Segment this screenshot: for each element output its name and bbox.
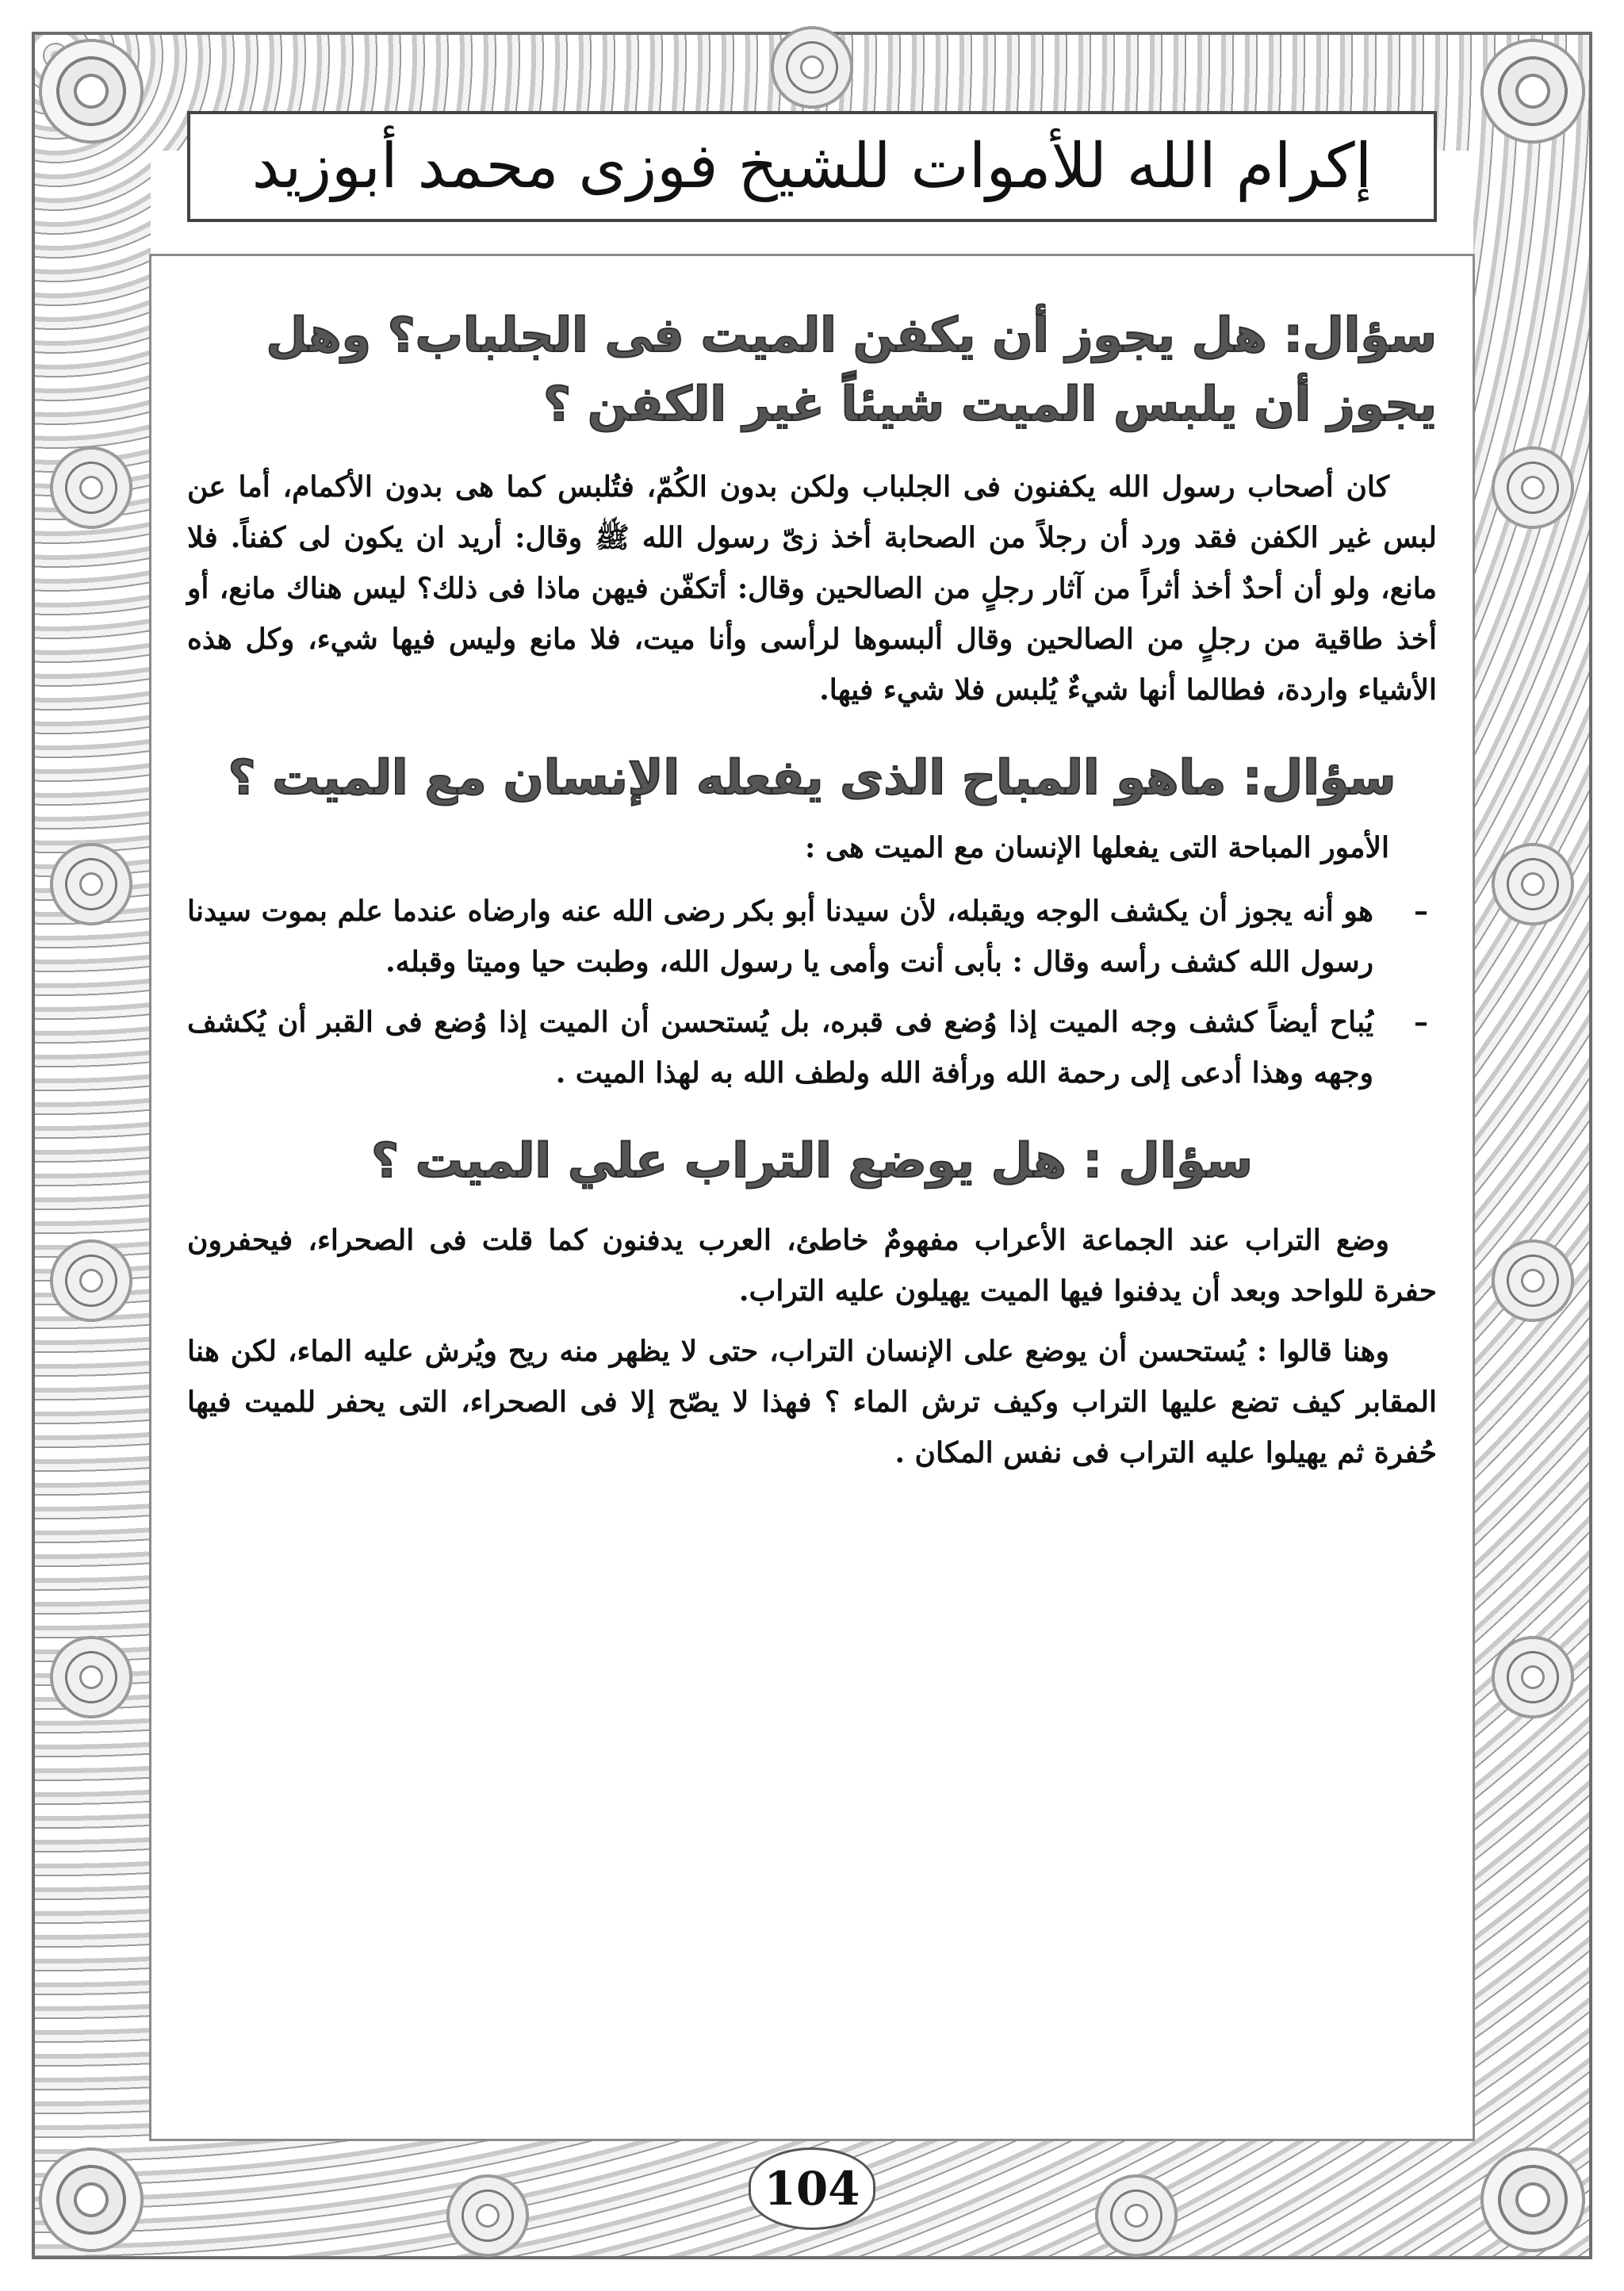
question-heading-1: سؤال: هل يجوز أن يكفن الميت فى الجلباب؟ وهل يجوز أن يلبس الميت شيئاً غير الكفن ؟ (266, 308, 1437, 432)
side-ornament-right-2 (1489, 841, 1576, 928)
header-banner (187, 111, 1437, 222)
list-item (187, 997, 1437, 1098)
list-intro: الأمور المباحة التى يفعلها الإنسان مع الميت هى : (805, 831, 1389, 865)
side-ornament-right-3 (1489, 1237, 1576, 1324)
page-content (187, 301, 1437, 2094)
list-item-text: يُباح أيضاً كشف وجه الميت إذا وُضع فى قبره، بل يُستحسن أن الميت إذا وُضع فى القبر أن يُكشف وجهه وهذا أدعى إلى رحمة الله ورأفة الله ولطف الله به لهذا الميت . (187, 1005, 1373, 1090)
top-ornament-center (768, 24, 856, 111)
corner-ornament-top-left (32, 32, 151, 151)
side-ornament-right-1 (1489, 444, 1576, 531)
section-permissible-acts (187, 744, 1437, 1098)
answer-paragraph-2: وضع التراب عند الجماعة الأعراب مفهومٌ خاطئ، العرب يدفنون كما قلت فى الصحراء، فيحفرون حفرة للواحد وبعد أن يدفنوا فيها الميت يهيلون عليه التراب. (187, 1223, 1437, 1308)
answer-paragraph-3: وهنا قالوا : يُستحسن أن يوضع على الإنسان التراب، حتى لا يظهر منه ريح ويُرش عليه الماء، لكن هنا المقابر كيف تضع عليها التراب وكيف ترش الماء ؟ فهذا لا يصّح إلا فى الصحراء، التى يحفر للميت فيها حُفرة ثم يهيلوا عليه التراب فى نفس المكان . (187, 1335, 1437, 1470)
side-ornament-left-4 (48, 1634, 135, 1721)
side-ornament-left-1 (48, 444, 135, 531)
list-item-text: هو أنه يجوز أن يكشف الوجه ويقبله، لأن سيدنا أبو بكر رضى الله عنه وارضاه عندما علم بموت سيدنا رسول الله كشف رأسه وقال : بأبى أنت وأمى يا رسول الله، وطبت حيا وميتا وقبله. (187, 894, 1373, 979)
section-shroud-question (187, 301, 1437, 715)
page-number: 104 (764, 2162, 860, 2216)
side-ornament-left-3 (48, 1237, 135, 1324)
bottom-ornament-right (1093, 2172, 1180, 2259)
answer-paragraph-1: كان أصحاب رسول الله يكفنون فى الجلباب ولكن بدون الكُمّ، فتُلبس كما هى بدون الأكمام، أما عن لبس غير الكفن فقد ورد أن رجلاً من الصحابة أخذ زىّ رسول الله ﷺ وقال: أريد ان يكون لى كفناً. فلا مانع، ولو أن أحدٌ أخذ أثراً من آثار رجلٍ من الصالحين وقال: أتكفّن فيهن ماذا فى ذلك؟ ليس هناك مانع، أو أخذ طاقية من رجلٍ من الصالحين وقال ألبسوها لرأسى وأنا ميت، فلا مانع وليس فيها شيء، وكل هذه الأشياء واردة، فطالما أنها شيءٌ يُلبس فلا شيء فيها. (187, 470, 1437, 707)
bottom-ornament-left (444, 2172, 531, 2259)
page-number-badge (749, 2147, 875, 2230)
side-ornament-left-2 (48, 841, 135, 928)
bullet-dash-icon: – (1414, 894, 1428, 928)
question-heading-2: سؤال: ماهو المباح الذى يفعله الإنسان مع الميت ؟ (228, 750, 1396, 806)
corner-ornament-bottom-left (32, 2140, 151, 2259)
corner-ornament-bottom-right (1473, 2140, 1592, 2259)
bullet-dash-icon: – (1414, 1005, 1428, 1039)
question-heading-3: سؤال : هل يوضع التراب علي الميت ؟ (371, 1132, 1253, 1189)
list-item (187, 886, 1437, 987)
section-soil-question (187, 1127, 1437, 1478)
side-ornament-right-4 (1489, 1634, 1576, 1721)
corner-ornament-top-right (1473, 32, 1592, 151)
book-title: إكرام الله للأموات للشيخ فوزى محمد أبوزيد (251, 131, 1373, 202)
